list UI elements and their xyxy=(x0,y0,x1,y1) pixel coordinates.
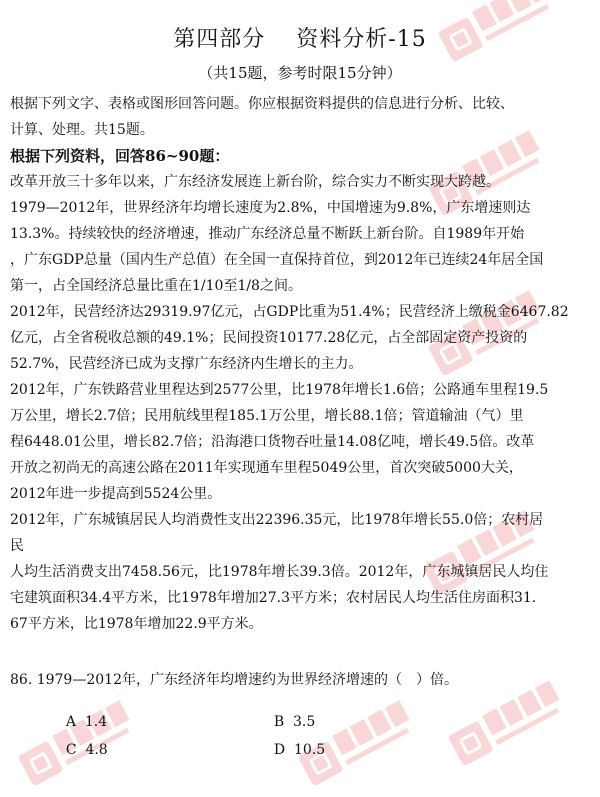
option-letter: B xyxy=(273,714,285,730)
page-title: 第四部分 资料分析-15 xyxy=(173,27,427,52)
section-heading: 根据下列资料，回答86~90题： xyxy=(10,147,230,165)
instruction-line: 计算、处理。共15题。 xyxy=(10,122,154,138)
passage-line: 亿元，占全省税收总额的49.1%；民间投资10177.28亿元，占全部固定资产投资的 xyxy=(10,330,528,346)
passage-line: 改革开放三十多年以来，广东经济发展连上新台阶，综合实力不断实现大跨越。 xyxy=(10,174,500,190)
question-86-text: 86. 1979—2012年，广东经济年均增速约为世界经济增速的（ ）倍。 xyxy=(10,672,458,688)
passage-line: 2012年，广东铁路营业里程达到2577公里，比1978年增长1.6倍；公路通车里程19.5 xyxy=(10,382,549,398)
passage-line: 2012年，广东城镇居民人均消费性支出22396.35元，比1978年增长55.0倍；农村居 xyxy=(10,512,544,528)
passage-line: 13.3%。持续较快的经济增速，推动广东经济总量不断跃上新台阶。自1989年开始 xyxy=(10,226,525,242)
option-letter: D xyxy=(273,742,286,758)
passage-line: 2012年进一步提高到5524公里。 xyxy=(10,486,222,502)
watermark-logo-icon xyxy=(445,675,575,777)
passage-line: 民 xyxy=(10,538,24,554)
instruction-line: 根据下列文字、表格或图形回答问题。你应根据资料提供的信息进行分析、比较、 xyxy=(10,96,514,112)
passage-line: 第一，占全国经济总量比重在1/10至1/8之间。 xyxy=(10,278,302,294)
passage-line: 万公里，增长2.7倍；民用航线里程185.1万公里，增长88.1倍；管道输油（气）里 xyxy=(10,408,524,424)
passage-line: 2012年，民营经济达29319.97亿元，占GDP比重为51.4%；民营经济上缴税金6467.82 xyxy=(10,304,569,320)
option-value: 1.4 xyxy=(84,714,108,730)
option-value: 3.5 xyxy=(293,714,316,730)
passage-line: 程6448.01公里，增长82.7倍；沿海港口货物吞吐量14.08亿吨，增长49.5倍。改革 xyxy=(10,434,535,450)
passage-line: ，广东GDP总量（国内生产总值）在全国一直保持首位，到2012年已连续24年居全国 xyxy=(10,252,544,268)
option-letter: A xyxy=(65,714,76,730)
passage-line: 人均生活消费支出7458.56元，比1978年增长39.3倍。2012年，广东城镇居民人均住 xyxy=(10,564,549,580)
page-subtitle: （共15题，参考时限15分钟） xyxy=(198,64,402,82)
passage-line: 1979—2012年，世界经济年均增长速度为2.8%，中国增速为9.8%，广东增速则达 xyxy=(10,200,531,216)
passage-line: 宅建筑面积34.4平方米，比1978年增加27.3平方米；农村居民人均生活住房面积31. xyxy=(10,590,537,606)
passage-line: 67平方米，比1978年增加22.9平方米。 xyxy=(10,616,263,632)
option-c[interactable] xyxy=(48,726,108,774)
option-d[interactable] xyxy=(256,726,325,774)
option-value: 10.5 xyxy=(293,742,326,758)
passage-line: 52.7%，民营经济已成为支撑广东经济内生增长的主力。 xyxy=(10,356,363,372)
option-value: 4.8 xyxy=(85,742,108,758)
option-letter: C xyxy=(65,742,77,758)
passage-line: 开放之初尚无的高速公路在2011年实现通车里程5049公里，首次突破5000大关， xyxy=(10,460,523,476)
